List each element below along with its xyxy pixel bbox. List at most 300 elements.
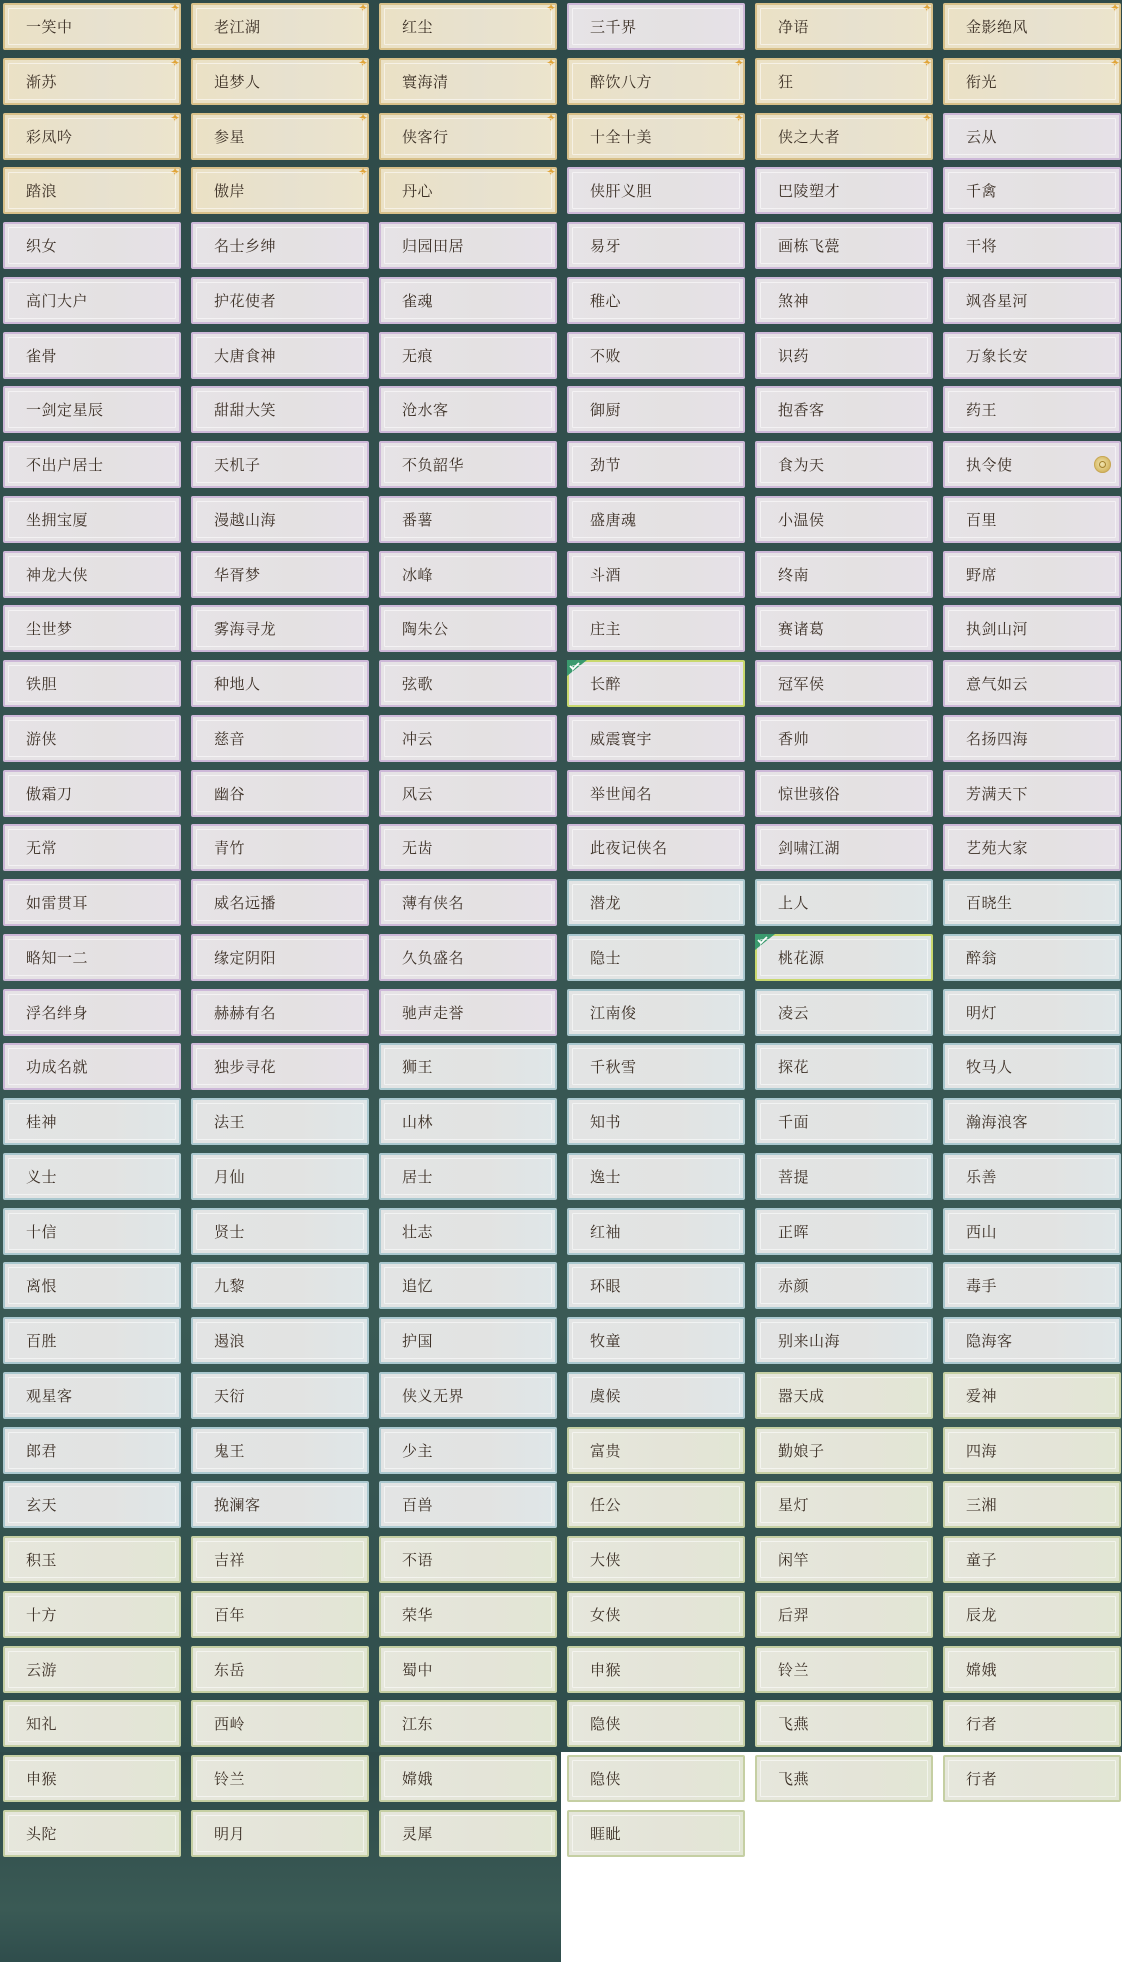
title-card[interactable] (191, 1153, 369, 1200)
title-card-label: 童子 (966, 1551, 998, 1569)
title-card[interactable] (379, 824, 557, 871)
title-card[interactable] (567, 222, 745, 269)
title-card[interactable] (755, 989, 933, 1036)
title-card[interactable] (191, 660, 369, 707)
title-card[interactable] (379, 1591, 557, 1638)
title-card-label: 法王 (214, 1113, 246, 1131)
title-card[interactable] (755, 1536, 933, 1583)
title-card-label: 薄有侠名 (402, 894, 465, 912)
title-card-label: 千面 (778, 1113, 810, 1131)
title-card[interactable] (755, 715, 933, 762)
title-card[interactable] (3, 277, 181, 324)
title-card[interactable] (3, 989, 181, 1036)
title-card[interactable] (567, 1646, 745, 1693)
title-card-label: 华胥梦 (214, 566, 261, 584)
title-card[interactable] (755, 1481, 933, 1528)
title-card-label: 抱香客 (778, 401, 825, 419)
title-card-label: 参星 (214, 128, 246, 146)
title-card[interactable] (567, 1372, 745, 1419)
title-card[interactable] (943, 879, 1121, 926)
title-card[interactable] (379, 1810, 557, 1857)
title-card[interactable] (3, 605, 181, 652)
title-card[interactable] (567, 1810, 745, 1857)
title-card[interactable] (943, 1098, 1121, 1145)
title-card[interactable] (755, 1755, 933, 1802)
title-card[interactable] (567, 1317, 745, 1364)
title-card[interactable] (755, 551, 933, 598)
title-card[interactable] (379, 1536, 557, 1583)
title-card[interactable] (379, 58, 557, 105)
title-card-label: 净语 (778, 18, 810, 36)
title-card-label: 画栋飞甍 (778, 237, 841, 255)
title-card[interactable] (567, 386, 745, 433)
title-card[interactable] (943, 3, 1121, 50)
title-card[interactable] (755, 1591, 933, 1638)
title-card[interactable] (755, 1262, 933, 1309)
title-card-label: 香帅 (778, 730, 810, 748)
title-card-label: 嫦娥 (402, 1770, 434, 1788)
title-card[interactable] (191, 1700, 369, 1747)
title-card-label: 贤士 (214, 1223, 246, 1241)
title-card[interactable] (943, 332, 1121, 379)
title-card[interactable] (943, 167, 1121, 214)
title-card[interactable] (379, 989, 557, 1036)
title-card-label: 功成名就 (26, 1058, 89, 1076)
title-card[interactable] (191, 879, 369, 926)
title-card[interactable] (379, 441, 557, 488)
title-card[interactable] (191, 1043, 369, 1090)
title-card[interactable] (191, 167, 369, 214)
title-card[interactable] (379, 879, 557, 926)
title-card[interactable] (3, 715, 181, 762)
title-card-label: 潜龙 (590, 894, 622, 912)
title-card-label: 飒沓星河 (966, 292, 1029, 310)
title-card-label: 义士 (26, 1168, 58, 1186)
title-card-label: 长醉 (590, 675, 622, 693)
title-card[interactable] (567, 441, 745, 488)
title-card-label: 大唐食神 (214, 347, 277, 365)
title-card[interactable] (567, 934, 745, 981)
title-card-label: 艺苑大家 (966, 839, 1029, 857)
title-card-label: 护花使者 (214, 292, 277, 310)
title-card[interactable] (191, 1646, 369, 1693)
title-card[interactable] (3, 1646, 181, 1693)
title-card[interactable] (3, 824, 181, 871)
title-card[interactable] (3, 113, 181, 160)
title-card[interactable] (3, 1317, 181, 1364)
title-card[interactable] (3, 332, 181, 379)
title-card[interactable] (755, 1153, 933, 1200)
title-card[interactable] (3, 1427, 181, 1474)
title-card[interactable] (943, 1262, 1121, 1309)
title-card[interactable] (379, 1481, 557, 1528)
corner-star-icon: ✦ (357, 1, 368, 15)
title-card[interactable] (755, 660, 933, 707)
title-card[interactable] (567, 332, 745, 379)
title-card-label: 渐苏 (26, 73, 58, 91)
title-card[interactable] (379, 1317, 557, 1364)
corner-star-icon: ✦ (169, 165, 180, 179)
title-card[interactable] (943, 1536, 1121, 1583)
title-card[interactable] (191, 770, 369, 817)
title-card[interactable] (755, 3, 933, 50)
title-card[interactable] (191, 113, 369, 160)
title-card[interactable] (943, 1755, 1121, 1802)
title-card-label: 任公 (590, 1496, 622, 1514)
title-card-label: 隐士 (590, 949, 622, 967)
title-card[interactable] (3, 1591, 181, 1638)
title-card[interactable] (943, 1591, 1121, 1638)
title-card[interactable] (567, 167, 745, 214)
title-card-label: 斗酒 (590, 566, 622, 584)
title-card[interactable] (755, 441, 933, 488)
title-card-label: 申猴 (26, 1770, 58, 1788)
title-card-label: 不语 (402, 1551, 434, 1569)
title-card-label: 牧马人 (966, 1058, 1013, 1076)
title-card-label: 申猴 (590, 1661, 622, 1679)
title-card[interactable] (755, 1646, 933, 1693)
title-card[interactable] (943, 934, 1121, 981)
title-card-label: 冠军侯 (778, 675, 825, 693)
title-card-label: 铃兰 (778, 1661, 810, 1679)
title-card-label: 隐海客 (966, 1332, 1013, 1350)
title-card-label: 无齿 (402, 839, 434, 857)
title-card[interactable] (567, 3, 745, 50)
title-card[interactable] (3, 386, 181, 433)
title-card[interactable] (191, 1591, 369, 1638)
title-card[interactable] (379, 551, 557, 598)
title-card-label: 幽谷 (214, 785, 246, 803)
title-card-label: 陶朱公 (402, 620, 449, 638)
title-card-label: 江东 (402, 1715, 434, 1733)
title-card[interactable] (191, 605, 369, 652)
title-card[interactable] (567, 660, 745, 707)
title-card-label: 知礼 (26, 1715, 58, 1733)
title-card[interactable] (191, 1755, 369, 1802)
title-card-label: 执令使 (966, 456, 1013, 474)
title-card[interactable] (379, 1700, 557, 1747)
title-card-label: 不败 (590, 347, 622, 365)
title-card[interactable] (755, 879, 933, 926)
title-card-label: 醉饮八方 (590, 73, 653, 91)
title-card-label: 吉祥 (214, 1551, 246, 1569)
title-card[interactable] (191, 58, 369, 105)
title-card[interactable] (379, 1153, 557, 1200)
title-card-label: 云游 (26, 1661, 58, 1679)
title-card[interactable] (943, 222, 1121, 269)
title-card-label: 追忆 (402, 1277, 434, 1295)
title-card[interactable] (755, 277, 933, 324)
title-card[interactable] (567, 1208, 745, 1255)
title-card[interactable] (755, 1043, 933, 1090)
title-card-label: 雾海寻龙 (214, 620, 277, 638)
title-card[interactable] (3, 1372, 181, 1419)
title-card[interactable] (191, 934, 369, 981)
title-card[interactable] (191, 3, 369, 50)
title-card-label: 漫越山海 (214, 511, 277, 529)
title-card[interactable] (379, 332, 557, 379)
title-card-label: 丹心 (402, 182, 434, 200)
title-card[interactable] (379, 3, 557, 50)
title-card[interactable] (3, 1536, 181, 1583)
title-card[interactable] (3, 222, 181, 269)
title-card-label: 知书 (590, 1113, 622, 1131)
title-card[interactable] (943, 770, 1121, 817)
title-card-label: 甜甜大笑 (214, 401, 277, 419)
title-card[interactable] (379, 934, 557, 981)
title-card[interactable] (755, 770, 933, 817)
title-card[interactable] (567, 605, 745, 652)
title-card[interactable] (943, 1208, 1121, 1255)
title-card[interactable] (191, 551, 369, 598)
title-card[interactable] (567, 1153, 745, 1200)
title-card-label: 赤颜 (778, 1277, 810, 1295)
title-card-label: 上人 (778, 894, 810, 912)
title-card[interactable] (379, 496, 557, 543)
title-card-label: 环眼 (590, 1277, 622, 1295)
title-card[interactable] (567, 1098, 745, 1145)
title-card[interactable] (943, 660, 1121, 707)
title-card[interactable] (379, 222, 557, 269)
title-card[interactable] (943, 113, 1121, 160)
title-card-label: 意气如云 (966, 675, 1029, 693)
title-card[interactable] (755, 332, 933, 379)
title-card[interactable] (567, 824, 745, 871)
title-card[interactable] (191, 386, 369, 433)
title-card[interactable] (943, 1427, 1121, 1474)
title-card[interactable] (567, 1755, 745, 1802)
title-card-label: 剑啸江湖 (778, 839, 841, 857)
title-card[interactable] (755, 824, 933, 871)
title-card[interactable] (3, 1153, 181, 1200)
title-card[interactable] (379, 167, 557, 214)
title-card[interactable] (191, 1481, 369, 1528)
title-card-label: 壮志 (402, 1223, 434, 1241)
title-card[interactable] (943, 1372, 1121, 1419)
title-card-label: 易牙 (590, 237, 622, 255)
title-card[interactable] (191, 1427, 369, 1474)
title-card-label: 正晖 (778, 1223, 810, 1241)
title-card[interactable] (3, 551, 181, 598)
title-card[interactable] (3, 441, 181, 488)
title-card-label: 独步寻花 (214, 1058, 277, 1076)
title-card-label: 飞燕 (778, 1770, 810, 1788)
title-card[interactable] (3, 58, 181, 105)
title-card[interactable] (3, 1098, 181, 1145)
title-card[interactable] (191, 1536, 369, 1583)
title-card[interactable] (3, 167, 181, 214)
title-card[interactable] (567, 1536, 745, 1583)
title-card-label: 铃兰 (214, 1770, 246, 1788)
title-card[interactable] (567, 715, 745, 762)
title-card[interactable] (755, 1427, 933, 1474)
title-card-label: 别来山海 (778, 1332, 841, 1350)
title-card-label: 赫赫有名 (214, 1004, 277, 1022)
title-card[interactable] (755, 1317, 933, 1364)
title-card[interactable] (3, 1810, 181, 1857)
title-card-label: 万象长安 (966, 347, 1029, 365)
title-card[interactable] (379, 660, 557, 707)
title-card[interactable] (3, 1755, 181, 1802)
title-card-label: 百年 (214, 1606, 246, 1624)
title-card[interactable] (943, 824, 1121, 871)
title-card[interactable] (191, 824, 369, 871)
title-card-label: 沧水客 (402, 401, 449, 419)
title-card[interactable] (755, 1208, 933, 1255)
title-card[interactable] (379, 1427, 557, 1474)
title-card[interactable] (191, 277, 369, 324)
title-card[interactable] (3, 879, 181, 926)
title-card[interactable] (943, 496, 1121, 543)
title-card[interactable] (191, 1810, 369, 1857)
title-card[interactable] (567, 1591, 745, 1638)
title-card[interactable] (943, 1700, 1121, 1747)
title-card-label: 侠义无界 (402, 1387, 465, 1405)
title-card[interactable] (567, 58, 745, 105)
title-card-label: 西岭 (214, 1715, 246, 1733)
title-card[interactable] (567, 770, 745, 817)
title-card[interactable] (379, 1043, 557, 1090)
title-card-label: 遏浪 (214, 1332, 246, 1350)
title-card[interactable] (191, 332, 369, 379)
title-card[interactable] (379, 277, 557, 324)
title-card-label: 高门大户 (26, 292, 89, 310)
title-card[interactable] (3, 496, 181, 543)
title-card[interactable] (191, 989, 369, 1036)
title-card-label: 侠客行 (402, 128, 449, 146)
title-card-label: 寰海清 (402, 73, 449, 91)
title-card-label: 慈音 (214, 730, 246, 748)
title-card[interactable] (379, 1208, 557, 1255)
title-card[interactable] (567, 1700, 745, 1747)
title-card-label: 御厨 (590, 401, 622, 419)
title-card[interactable] (567, 277, 745, 324)
title-card-label: 铁胆 (26, 675, 58, 693)
title-card-label: 识药 (778, 347, 810, 365)
title-card[interactable] (3, 3, 181, 50)
title-card[interactable] (567, 1427, 745, 1474)
title-card[interactable] (3, 770, 181, 817)
title-card[interactable] (3, 1043, 181, 1090)
title-card-label: 凌云 (778, 1004, 810, 1022)
title-card[interactable] (379, 715, 557, 762)
title-card-label: 干将 (966, 237, 998, 255)
title-card[interactable] (191, 1208, 369, 1255)
title-card[interactable] (943, 1317, 1121, 1364)
title-card[interactable] (567, 1043, 745, 1090)
title-card[interactable] (191, 222, 369, 269)
title-card-label: 冲云 (402, 730, 434, 748)
title-card[interactable] (943, 1153, 1121, 1200)
title-card-label: 天衍 (214, 1387, 246, 1405)
title-card-label: 巴陵塑才 (778, 182, 841, 200)
title-card-label: 鬼王 (214, 1442, 246, 1460)
title-card[interactable] (191, 1262, 369, 1309)
title-card[interactable] (755, 1700, 933, 1747)
title-card[interactable] (379, 1098, 557, 1145)
title-card[interactable] (567, 113, 745, 160)
title-card[interactable] (943, 989, 1121, 1036)
title-card[interactable] (379, 386, 557, 433)
title-card[interactable] (191, 1098, 369, 1145)
title-card[interactable] (191, 1317, 369, 1364)
title-card[interactable] (379, 1646, 557, 1693)
title-card-label: 勤娘子 (778, 1442, 825, 1460)
title-card[interactable] (3, 1481, 181, 1528)
title-card-label: 百里 (966, 511, 998, 529)
title-card-label: 毒手 (966, 1277, 998, 1295)
title-card[interactable] (943, 441, 1121, 488)
title-card[interactable] (943, 277, 1121, 324)
title-card[interactable] (567, 496, 745, 543)
title-card-label: 名扬四海 (966, 730, 1029, 748)
title-card[interactable] (755, 934, 933, 981)
title-card[interactable] (755, 386, 933, 433)
title-card-label: 风云 (402, 785, 434, 803)
title-card[interactable] (567, 989, 745, 1036)
title-card-label: 金影绝风 (966, 18, 1029, 36)
title-card[interactable] (755, 113, 933, 160)
title-card[interactable] (943, 605, 1121, 652)
title-card[interactable] (191, 496, 369, 543)
title-card[interactable] (3, 934, 181, 981)
title-card[interactable] (755, 58, 933, 105)
title-card-label: 菩提 (778, 1168, 810, 1186)
title-card[interactable] (943, 1043, 1121, 1090)
title-card[interactable] (379, 1372, 557, 1419)
title-card[interactable] (943, 58, 1121, 105)
title-card-label: 大侠 (590, 1551, 622, 1569)
title-card-label: 种地人 (214, 675, 261, 693)
title-card[interactable] (3, 1262, 181, 1309)
title-card[interactable] (943, 386, 1121, 433)
title-card[interactable] (379, 113, 557, 160)
title-card[interactable] (567, 551, 745, 598)
title-card[interactable] (755, 167, 933, 214)
title-card[interactable] (755, 1372, 933, 1419)
title-card[interactable] (3, 1700, 181, 1747)
title-card[interactable] (191, 1372, 369, 1419)
title-card-label: 三千界 (590, 18, 637, 36)
title-card[interactable] (943, 551, 1121, 598)
title-card[interactable] (191, 715, 369, 762)
corner-star-icon: ✦ (921, 56, 932, 70)
title-card[interactable] (567, 1481, 745, 1528)
title-card[interactable] (191, 441, 369, 488)
title-card-label: 郎君 (26, 1442, 58, 1460)
title-card[interactable] (755, 605, 933, 652)
title-card-label: 不出户居士 (26, 456, 104, 474)
title-card[interactable] (3, 1208, 181, 1255)
title-card-label: 荣华 (402, 1606, 434, 1624)
title-card[interactable] (567, 1262, 745, 1309)
title-card[interactable] (943, 715, 1121, 762)
title-card[interactable] (3, 660, 181, 707)
title-card-label: 红袖 (590, 1223, 622, 1241)
title-card[interactable] (943, 1481, 1121, 1528)
title-card[interactable] (755, 222, 933, 269)
title-card[interactable] (379, 770, 557, 817)
title-card-label: 四海 (966, 1442, 998, 1460)
title-card[interactable] (943, 1646, 1121, 1693)
title-card[interactable] (755, 496, 933, 543)
title-card[interactable] (379, 1262, 557, 1309)
title-card[interactable] (379, 605, 557, 652)
title-card[interactable] (379, 1755, 557, 1802)
title-card[interactable] (755, 1098, 933, 1145)
corner-star-icon: ✦ (357, 56, 368, 70)
title-card[interactable] (567, 879, 745, 926)
